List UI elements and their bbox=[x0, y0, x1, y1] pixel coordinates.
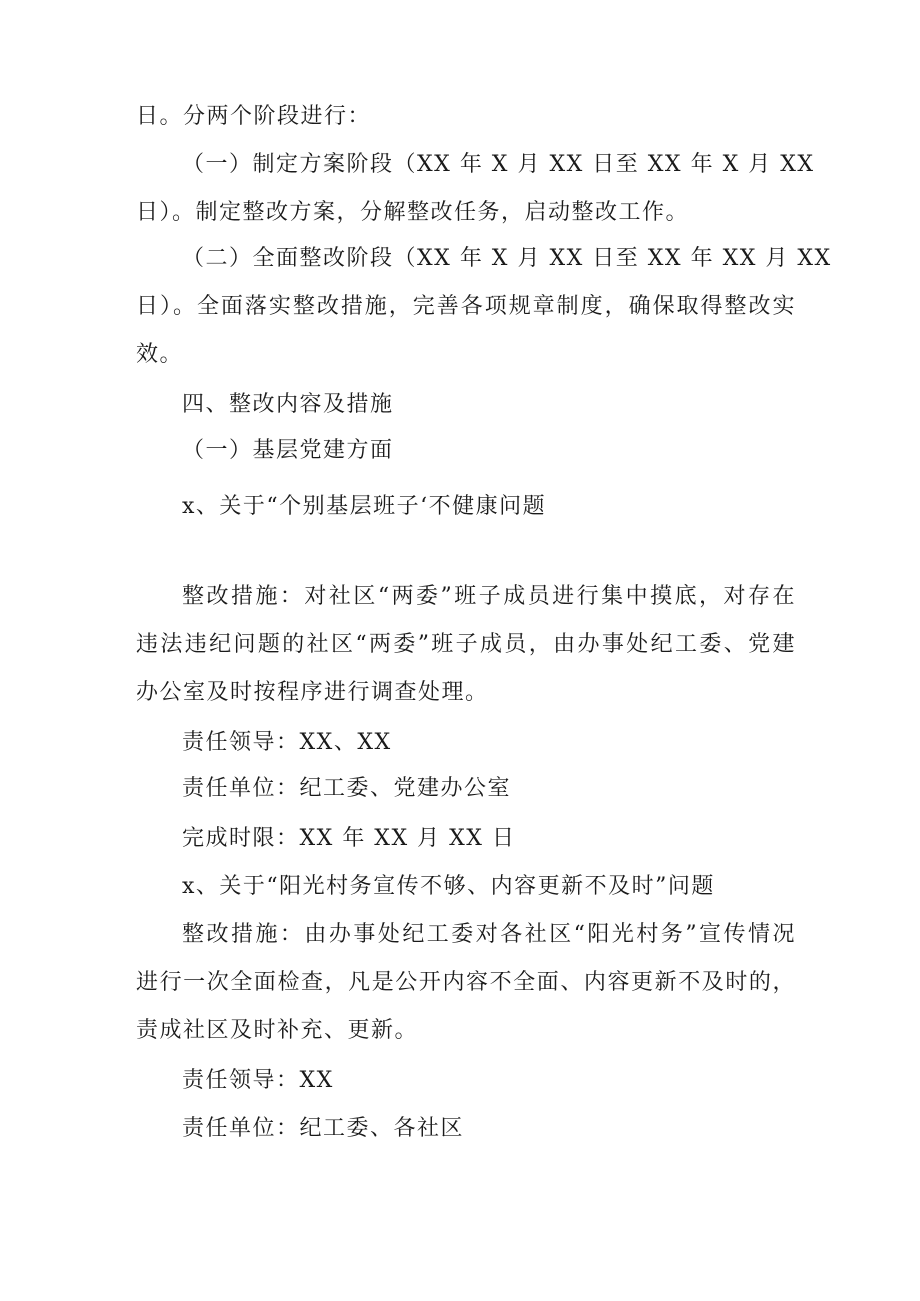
paragraph-line: 进行一次全面检查，凡是公开内容不全面、内容更新不及时的， bbox=[136, 970, 796, 995]
issue-heading: x、关于“阳光村务宣传不够、内容更新不及时”问题 bbox=[182, 874, 715, 899]
paragraph-line: 效。 bbox=[136, 342, 184, 367]
paragraph-line: 日。分两个阶段进行： bbox=[136, 104, 372, 129]
paragraph-line: 责成社区及时补充、更新。 bbox=[136, 1018, 419, 1043]
subsection-heading: （一）基层党建方面 bbox=[182, 438, 394, 463]
paragraph-line: 日）。制定整改方案，分解整改任务，启动整改工作。 bbox=[136, 200, 690, 225]
responsible-unit: 责任单位：纪工委、党建办公室 bbox=[182, 776, 512, 801]
paragraph-line: 整改措施：对社区“两委”班子成员进行集中摸底，对存在 bbox=[182, 584, 796, 609]
paragraph-line: 整改措施：由办事处纪工委对各社区“阳光村务”宣传情况 bbox=[182, 922, 796, 947]
paragraph-line: （一）制定方案阶段（XX 年 X 月 XX 日至 XX 年 X 月 XX bbox=[182, 152, 815, 177]
deadline: 完成时限：XX 年 XX 月 XX 日 bbox=[182, 826, 516, 851]
paragraph-line: 日）。全面落实整改措施，完善各项规章制度，确保取得整改实 bbox=[136, 294, 796, 319]
paragraph-line: 违法违纪问题的社区“两委”班子成员，由办事处纪工委、党建 bbox=[136, 632, 796, 657]
section-heading: 四、整改内容及措施 bbox=[182, 392, 394, 417]
paragraph-line: 办公室及时按程序进行调查处理。 bbox=[136, 680, 489, 705]
responsible-unit: 责任单位：纪工委、各社区 bbox=[182, 1116, 465, 1141]
issue-heading: x、关于“个别基层班子‘不健康问题 bbox=[182, 494, 547, 519]
paragraph-line: （二）全面整改阶段（XX 年 X 月 XX 日至 XX 年 XX 月 XX bbox=[182, 246, 832, 271]
responsible-leader: 责任领导：XX bbox=[182, 1068, 334, 1093]
responsible-leader: 责任领导：XX、XX bbox=[182, 730, 392, 755]
